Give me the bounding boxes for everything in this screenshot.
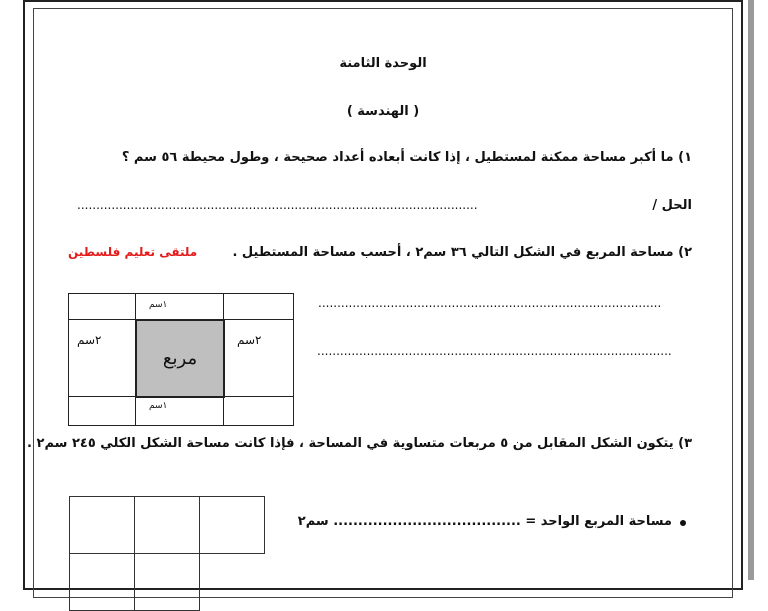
grid-square bbox=[134, 496, 200, 554]
top-dimension-label: ١سم bbox=[149, 300, 168, 310]
rectangle-figure bbox=[68, 293, 294, 426]
square-label: مربع bbox=[162, 348, 198, 369]
question-2: ٢) مساحة المربع في الشكل التالي ٣٦ سم٢ ، أحسب مساحة المستطيل . bbox=[232, 245, 692, 260]
bottom-dimension-label: ١سم bbox=[149, 401, 168, 411]
grid-square bbox=[69, 496, 135, 554]
bullet-icon bbox=[680, 520, 686, 526]
unit-title: الوحدة الثامنة bbox=[339, 56, 427, 71]
five-squares-figure bbox=[69, 496, 266, 586]
center-square bbox=[135, 319, 225, 398]
watermark-text: ملتقى تعليم فلسطين bbox=[68, 245, 198, 259]
subject-title: ( الهندسة ) bbox=[346, 104, 420, 119]
q2-dots-line-2: ............................................................................................. bbox=[317, 344, 672, 358]
right-dimension-label: ٢سم bbox=[237, 333, 262, 347]
q2-dots-line-1: .......................................................................................... bbox=[318, 296, 662, 310]
answer-label: الحل / bbox=[652, 198, 692, 213]
page-shadow bbox=[748, 0, 754, 580]
answer-dots: ......................................................................................................... bbox=[77, 198, 478, 212]
grid-square bbox=[69, 553, 135, 611]
square-area-prompt: مساحة المربع الواحد = ...................................... سم٢ bbox=[297, 514, 672, 529]
grid-square bbox=[199, 496, 265, 554]
left-dimension-label: ٢سم bbox=[77, 333, 102, 347]
question-3: ٣) يتكون الشكل المقابل من ٥ مربعات متساوية في المساحة ، فإذا كانت مساحة الشكل الكلي ٢٤٥ سم٢ . bbox=[27, 436, 692, 451]
grid-square bbox=[134, 553, 200, 611]
question-1: ١) ما أكبر مساحة ممكنة لمستطيل ، إذا كانت أبعاده أعداد صحيحة ، وطول محيطة ٥٦ سم ؟ bbox=[121, 150, 692, 165]
